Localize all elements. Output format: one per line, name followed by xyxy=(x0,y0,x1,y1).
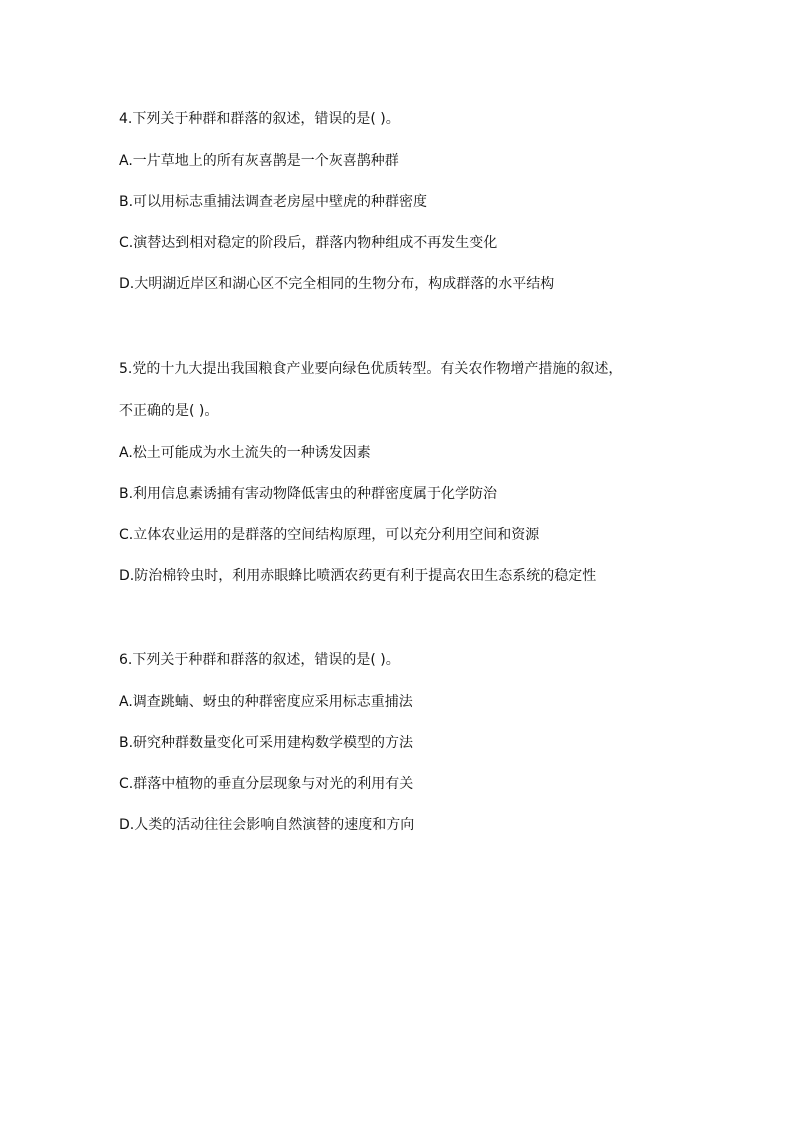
question-6 xyxy=(119,650,699,856)
question-stem: 4.下列关于种群和群落的叙述，错误的是( )。 xyxy=(119,111,400,127)
option-a: A.一片草地上的所有灰喜鹊是一个灰喜鹊种群 xyxy=(119,153,399,169)
question-5 xyxy=(119,359,699,607)
option-d: D.人类的活动往往会影响自然演替的速度和方向 xyxy=(119,817,415,833)
option-a: A.松土可能成为水土流失的一种诱发因素 xyxy=(119,445,371,461)
option-b: B.可以用标志重捕法调查老房屋中壁虎的种群密度 xyxy=(119,194,428,210)
question-stem-continued: 不正确的是( )。 xyxy=(119,403,219,419)
option-d: D.防治棉铃虫时，利用赤眼蜂比喷洒农药更有利于提高农田生态系统的稳定性 xyxy=(119,568,597,584)
question-4 xyxy=(119,109,699,315)
option-c: C.群落中植物的垂直分层现象与对光的利用有关 xyxy=(119,776,414,792)
option-d: D.大明湖近岸区和湖心区不完全相同的生物分布，构成群落的水平结构 xyxy=(119,276,555,292)
question-stem: 6.下列关于种群和群落的叙述，错误的是( )。 xyxy=(119,652,400,668)
option-c: C.演替达到相对稳定的阶段后，群落内物种组成不再发生变化 xyxy=(119,235,498,251)
option-b: B.利用信息素诱捕有害动物降低害虫的种群密度属于化学防治 xyxy=(119,486,498,502)
option-c: C.立体农业运用的是群落的空间结构原理，可以充分利用空间和资源 xyxy=(119,527,540,543)
option-a: A.调查跳蝻、蚜虫的种群密度应采用标志重捕法 xyxy=(119,694,413,710)
question-stem: 5.党的十九大提出我国粮食产业要向绿色优质转型。有关农作物增产措施的叙述， xyxy=(119,361,623,377)
option-b: B.研究种群数量变化可采用建构数学模型的方法 xyxy=(119,735,414,751)
